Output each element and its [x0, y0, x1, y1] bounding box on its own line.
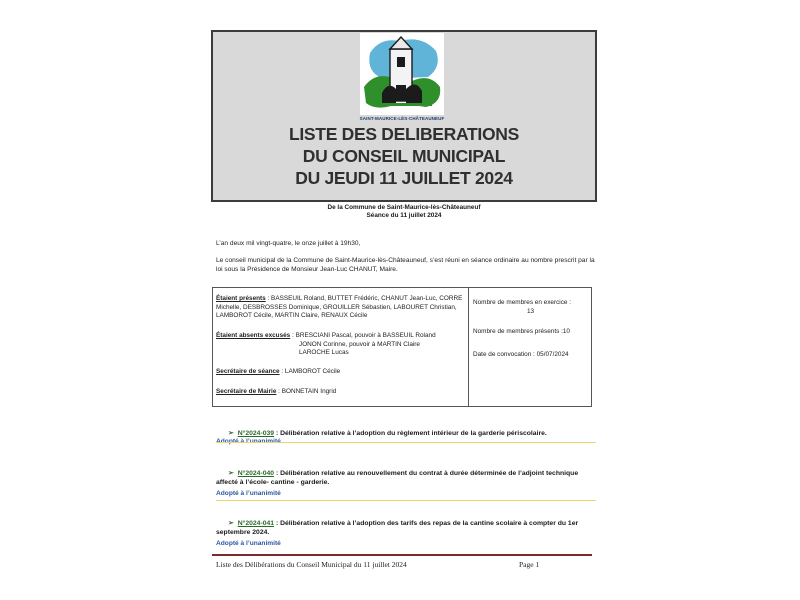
deliberation-text: : Délibération relative à l’adoption des tarifs des repas de la cantine scolaire à compter du 1er septembre 2024. [216, 520, 579, 536]
highlight-line [216, 442, 596, 443]
arrow-icon: ➢ [228, 430, 234, 437]
arrow-icon: ➢ [228, 520, 234, 527]
footer-rule [212, 554, 592, 556]
session-secretary [216, 368, 340, 377]
arrow-icon: ➢ [228, 470, 234, 477]
present-members [216, 295, 464, 321]
deliberation-number[interactable]: N°2024-041 [237, 520, 275, 527]
session-date: Séance du 11 juillet 2024 [366, 212, 442, 219]
excused-members [216, 332, 466, 341]
deliberation-result: Adopté à l’unanimité [216, 540, 281, 547]
mairie-name: : BONNETAIN Ingrid [276, 388, 337, 395]
present-names: : BASSEUIL Roland, BUTTET Frédéric, CHANUT Jean-Luc, CORRE Michelle, DESBROSSES Dominique, GROUILLER Sébastien, LABOURET Christian, LAMBOROT Cécile, MARTIN Claire, RENAUX Cécile [216, 295, 463, 319]
deliberation-number[interactable]: N°2024-040 [237, 470, 275, 477]
deliberation-number[interactable]: N°2024-039 [237, 430, 275, 437]
intro-paragraph: Le conseil municipal de la Commune de Saint-Maurice-lès-Châteauneuf, s’est réuni en séance ordinaire au nombre prescrit par la loi sous la Présidence de Monsieur Jean-Luc CHANUT, Maire. [216, 257, 595, 273]
deliberation-result: Adopté à l’unanimité [216, 490, 281, 497]
mairie-label: Secrétaire de Mairie [216, 388, 277, 395]
deliberation-text: : Délibération relative au renouvellement du contrat à durée déterminée de l’adjoint technique affecté à l’école- cantine - garderie. [216, 470, 579, 486]
title-line-3: DU JEUDI 11 JUILLET 2024 [295, 168, 513, 188]
excused-line-3: LAROCHE Lucas [299, 349, 349, 356]
attendance-divider [468, 287, 469, 407]
logo-caption: SAINT-MAURICE-LÈS-CHÂTEAUNEUF [359, 116, 445, 121]
footer-title: Liste des Délibérations du Conseil Municipal du 11 juillet 2024 [216, 560, 407, 569]
page-number: Page 1 [519, 560, 540, 569]
deliberation-item-041 [216, 519, 591, 537]
excused-line-2: JONON Corinne, pouvoir à MARTIN Claire [299, 340, 420, 348]
secretary-label: Secrétaire de séance [216, 368, 280, 375]
document-title [211, 123, 597, 189]
members-present: Nombre de membres présents :10 [473, 328, 570, 335]
present-label: Étaient présents [216, 295, 266, 302]
excused-line-1: : BRESCIANI Pascal, pouvoir à BASSEUIL Roland [290, 332, 436, 339]
deliberation-text: : Délibération relative à l’adoption du règlement intérieur de la garderie périscolaire. [274, 430, 547, 437]
intro-date: L’an deux mil vingt-quatre, le onze juillet à 19h30, [216, 240, 361, 247]
members-in-office-label: Nombre de membres en exercice : [473, 299, 572, 306]
title-line-1: LISTE DES DELIBERATIONS [288, 124, 520, 144]
secretary-name: : LAMBOROT Cécile [279, 368, 341, 375]
deliberation-item-040 [216, 469, 591, 487]
convocation-date: Date de convocation : 05/07/2024 [473, 351, 569, 358]
members-in-office-value: 13 [527, 308, 535, 315]
excused-label: Étaient absents excusés [216, 332, 291, 339]
commune-info [211, 204, 597, 220]
deliberation-item-039 [216, 429, 596, 438]
commune-logo-icon [360, 33, 444, 115]
highlight-line [216, 500, 596, 501]
commune-name: De la Commune de Saint-Maurice-lès-Châteauneuf [327, 204, 481, 211]
mairie-secretary [216, 388, 336, 397]
title-line-2: DU CONSEIL MUNICIPAL [302, 146, 506, 166]
